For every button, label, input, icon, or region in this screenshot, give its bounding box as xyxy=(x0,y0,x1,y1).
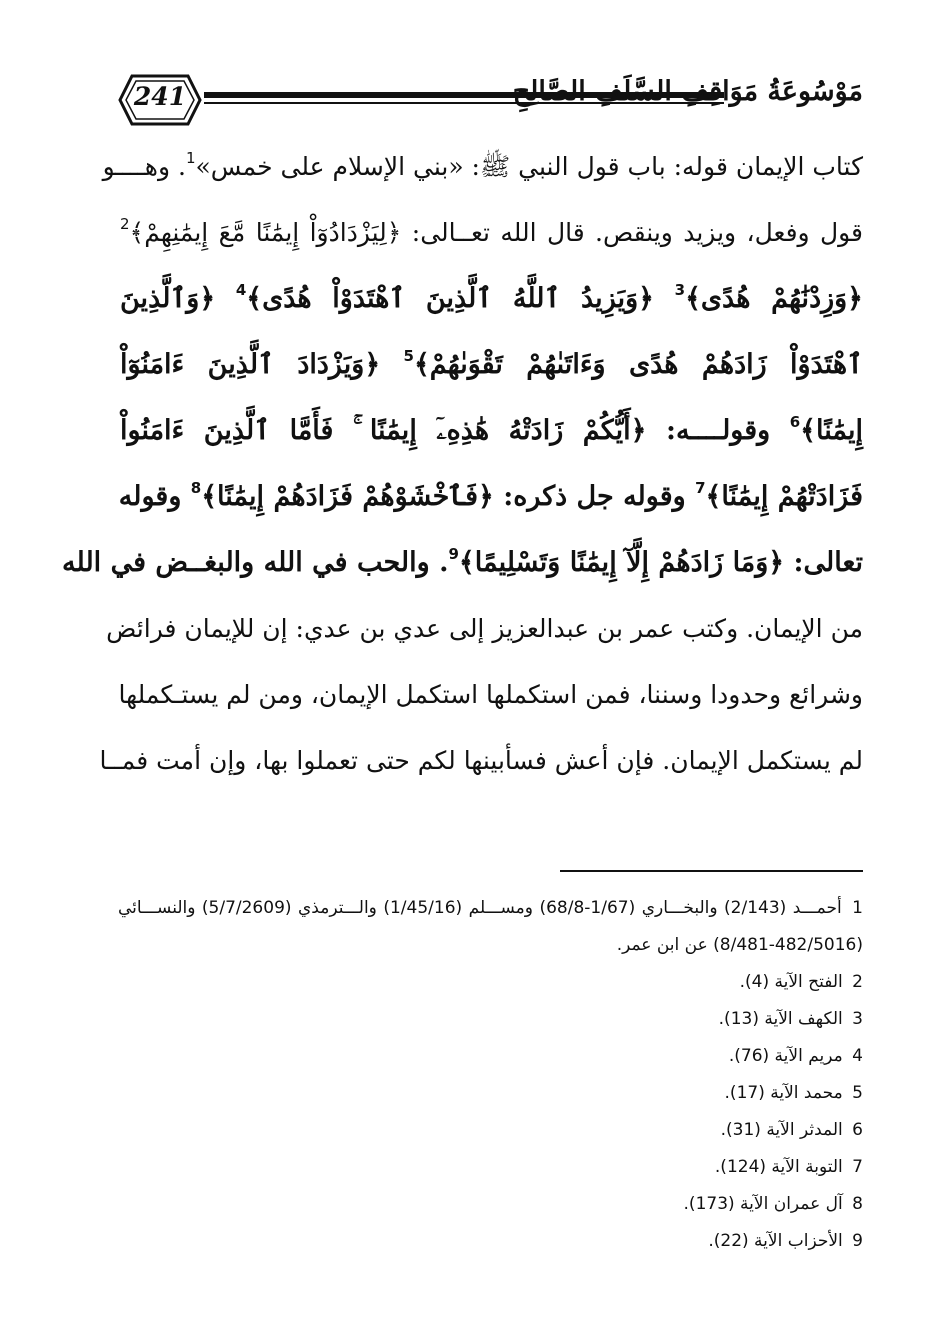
text-segment: وقوله xyxy=(118,481,191,512)
footnote xyxy=(118,1227,863,1264)
footnote-text: الكهف الآية (13). xyxy=(718,1009,843,1029)
text-segment: قول وفعل، ويزيد وينقص. قال الله تعــالى: ﴿لِيَزْدَادُوٓاْ إِيمَٰنًا مَّعَ إِيمَٰنِهِمْ﴾ xyxy=(129,218,863,247)
footnote-text: التوبة الآية (124). xyxy=(714,1157,843,1177)
main-text xyxy=(62,140,863,800)
footnote-number: 3 xyxy=(852,1009,863,1029)
footnotes xyxy=(118,894,863,1264)
footnote-ref[interactable]: 1 xyxy=(185,149,196,167)
page-header xyxy=(118,72,863,130)
footnote-text: الأحزاب الآية (22). xyxy=(708,1231,843,1251)
text-segment: فَزَادَتْهُمْ إِيمَٰنًا﴾ xyxy=(705,481,863,512)
text-segment: ﴿وَيَزِيدُ ٱللَّهُ ٱلَّذِينَ ٱهْتَدَوْاْ هُدًى﴾ xyxy=(246,283,675,314)
footnote-number: 1 xyxy=(852,898,863,918)
footnote-ref[interactable]: 5 xyxy=(403,347,414,365)
footnote-number: 7 xyxy=(852,1157,863,1177)
text-segment: كتاب الإيمان قوله: باب قول النبي ﷺ: «بني الإسلام على خمس» xyxy=(195,152,863,181)
footnote xyxy=(118,1116,863,1153)
text-line xyxy=(120,338,863,404)
footnote-ref[interactable]: 6 xyxy=(789,413,801,431)
text-segment: . وهــــو xyxy=(102,152,186,181)
text-segment: . والحب في الله والبغــض في الله xyxy=(62,547,449,578)
text-line xyxy=(120,470,863,536)
footnote xyxy=(118,1042,863,1079)
text-line xyxy=(120,272,863,338)
footnote-text: محمد الآية (17). xyxy=(724,1083,843,1103)
footnote xyxy=(118,1079,863,1116)
footnote-ref[interactable]: 9 xyxy=(448,545,459,563)
footnote xyxy=(118,1153,863,1190)
footnote-number: 9 xyxy=(852,1231,863,1251)
text-segment: إِيمَٰنًا﴾ xyxy=(800,415,863,446)
text-line xyxy=(106,602,863,668)
text-line xyxy=(102,140,863,206)
text-line xyxy=(120,668,863,734)
text-line xyxy=(99,734,863,800)
footnote-text: الفتح الآية (4). xyxy=(739,972,843,992)
text-segment: وقولــــه: ﴿أَيُّكُمْ زَادَتْهُ هَٰذِهِۦٓ إِيمَٰنًا ۚ فَأَمَّا ٱلَّذِينَ ءَامَنُواْ xyxy=(120,415,790,446)
text-line xyxy=(120,206,863,272)
footnote-ref[interactable]: 8 xyxy=(190,479,202,497)
footnote-ref[interactable]: 3 xyxy=(674,281,686,299)
footnote-number: 8 xyxy=(852,1194,863,1214)
footnote-ref[interactable]: 7 xyxy=(695,479,706,497)
footnote xyxy=(118,1005,863,1042)
footnote-text: المدثر الآية (31). xyxy=(720,1120,843,1140)
text-segment: ﴿وَزِدْنَٰهُمْ هُدًى﴾ xyxy=(685,283,863,314)
footnote-text: مريم الآية (76). xyxy=(728,1046,843,1066)
footnote-text: آل عمران الآية (173). xyxy=(683,1194,843,1214)
page-number: 241 xyxy=(133,82,187,111)
footnote-text: (8/481-482/5016) عن ابن عمر. xyxy=(616,935,863,955)
text-segment: وقوله جل ذكره: ﴿فَٱخْشَوْهُمْ فَزَادَهُمْ إِيمَٰنًا﴾ xyxy=(201,481,696,512)
footnote-separator xyxy=(560,870,863,872)
text-line xyxy=(120,404,863,470)
text-segment: ﴿وَيَزْدَادَ ٱلَّذِينَ ءَامَنُوٓاْ xyxy=(120,349,404,380)
text-line xyxy=(62,536,863,602)
footnote-ref[interactable]: 4 xyxy=(235,281,247,299)
footnote-ref[interactable]: 2 xyxy=(120,215,130,233)
text-segment: من الإيمان. وكتب عمر بن عبدالعزيز إلى عدي بن عدي: إن للإيمان فرائض xyxy=(106,614,863,643)
text-segment: لم يستكمل الإيمان. فإن أعش فسأبينها لكم حتى تعملوا بها، وإن أمت فمــا xyxy=(99,746,863,775)
footnote xyxy=(118,894,863,931)
footnote-text: أحمـــد (2/143) والبخـــاري (1/67-68/8) ومســـلم (1/45/16) والـــترمذي (5/7/2609) والنســـائي xyxy=(118,898,842,918)
footnote xyxy=(118,968,863,1005)
footnote-number: 4 xyxy=(852,1046,863,1066)
page-number-badge xyxy=(118,72,202,128)
text-segment: ٱهْتَدَوْاْ زَادَهُمْ هُدًى وَءَاتَىٰهُمْ تَقْوَىٰهُمْ﴾ xyxy=(413,349,863,380)
text-segment: تعالى: ﴿وَمَا زَادَهُمْ إِلَّآ إِيمَٰنًا وَتَسْلِيمًا﴾ xyxy=(458,547,863,578)
footnote-number: 6 xyxy=(852,1120,863,1140)
text-segment: ﴿وَٱلَّذِينَ xyxy=(120,283,236,314)
footnote xyxy=(118,1190,863,1227)
footnote-number: 5 xyxy=(852,1083,863,1103)
text-segment: وشرائع وحدودا وسننا، فمن استكملها استكمل الإيمان، ومن لم يستـكملها xyxy=(118,680,863,709)
footnote xyxy=(118,931,863,968)
footnote-number: 2 xyxy=(852,972,863,992)
book-title: مَوْسُوعَةُ مَوَاقِفِ السَّلَفِ الصَّالِحِ xyxy=(512,76,863,107)
